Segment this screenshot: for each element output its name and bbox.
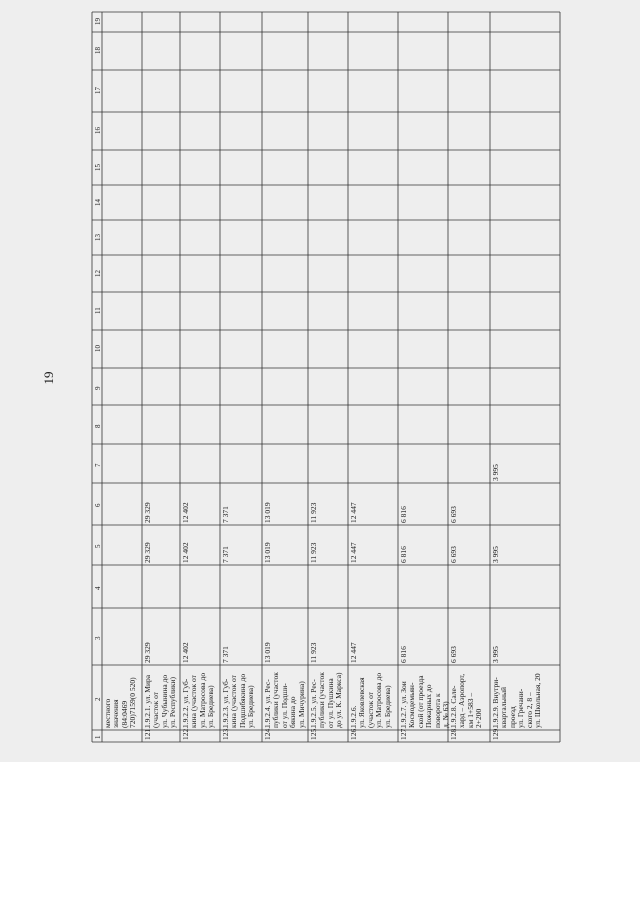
column-header: 5 — [94, 544, 102, 548]
row-name-line: бякина до — [288, 696, 298, 728]
row-name-line: 1.9.2.5. ул. Рес- — [309, 679, 318, 728]
table-cell: 6 816 — [399, 546, 408, 563]
row-name-line: (участок от — [151, 691, 161, 728]
table-cell: 127. — [399, 726, 408, 740]
table-cell: 11 923 — [309, 502, 318, 523]
table-cell: 3 995 — [491, 464, 500, 481]
row-name-line: д. № 63) — [441, 701, 451, 728]
row-name-cell — [492, 673, 542, 728]
table-cell: 7 371 — [221, 546, 230, 563]
column-header: 14 — [94, 198, 102, 206]
row-name-line: 1.9.2.9. Внутри- — [491, 677, 500, 728]
column-header: 13 — [94, 233, 102, 241]
table-cell: 6 816 — [399, 646, 408, 663]
column-header: 2 — [94, 697, 102, 701]
row-name-line: проезд — [507, 706, 517, 728]
table-cell: 6 693 — [449, 646, 458, 663]
column-header: 15 — [94, 163, 102, 171]
row-name-line: хард – Аэропорт, — [457, 673, 467, 728]
row-name-line: ул. Яковлевская — [357, 677, 367, 728]
row-name-line: ул. Матросова до — [374, 672, 384, 728]
row-name-line: публики (участок — [317, 672, 327, 728]
row-name-line: 1.9.2.7. ул. Зои — [399, 681, 408, 728]
table-cell: 29 329 — [143, 642, 152, 663]
row-name-line: кина (участок от — [189, 675, 199, 728]
row-name-line: 1.9.2.6. — [349, 705, 358, 728]
row-name-line: публики (участок — [271, 672, 281, 728]
table-cell: 13 019 — [263, 542, 272, 563]
column-header: 10 — [94, 345, 102, 352]
row-name-line: от ул. Пушкина — [325, 678, 335, 728]
table-cell: 12 447 — [349, 542, 358, 563]
table-cell: 124. — [263, 726, 272, 740]
column-header: 1 — [94, 735, 102, 739]
table-cell: 7 371 — [221, 646, 230, 663]
table-cell: 13 019 — [263, 642, 272, 663]
table-cell: 3 995 — [491, 646, 500, 663]
table-cell: 128. — [449, 726, 458, 740]
table-cell: 122. — [181, 726, 190, 740]
row-name-line: значения — [111, 699, 121, 728]
column-header: 16 — [94, 127, 102, 134]
table-cell: 121. — [143, 726, 152, 740]
table-cell: 11 923 — [309, 542, 318, 563]
table-cell: 129. — [491, 726, 500, 740]
row-name-line: 1.9.2.3. ул. Губ- — [221, 678, 230, 728]
row-name-line: (участок от — [365, 691, 375, 728]
row-name-line: от ул. Подши- — [279, 683, 289, 728]
row-name-line: ул. Мичурина) — [296, 681, 306, 728]
table-cell: 126. — [349, 726, 358, 740]
table-cell: 125. — [309, 726, 318, 740]
row-name-line: ул. Гречани- — [516, 688, 526, 728]
row-name-line: ул. Матросова до — [197, 672, 207, 728]
table-cell: 6 693 — [449, 546, 458, 563]
row-name-cell — [450, 674, 484, 728]
row-name-line: местного — [103, 698, 112, 728]
table-cell: 6 693 — [449, 506, 458, 523]
row-name-line: ской (от проезда — [415, 675, 425, 728]
row-name-line: поворота к — [432, 693, 442, 728]
column-header: 18 — [94, 47, 102, 54]
row-name-cell — [400, 675, 450, 728]
row-name-line: 720)7159(0 520) — [128, 677, 138, 728]
table-cell: 11 923 — [309, 642, 318, 663]
column-header: 9 — [94, 386, 102, 390]
row-name-line: 1.9.2.8. Сале- — [449, 685, 458, 728]
row-name-line: до ул. К. Маркса) — [334, 672, 344, 728]
row-name-line: ул. Республики) — [168, 676, 178, 728]
row-name-line: квартальный — [499, 686, 509, 728]
row-name-line: 1.9.2.2. ул. Губ- — [181, 678, 190, 728]
row-name-line: (84:0469 — [119, 700, 129, 728]
row-name-line: ул. Бредиева) — [206, 685, 216, 728]
table-cell: 29 329 — [143, 542, 152, 563]
column-header: 8 — [94, 424, 102, 428]
table-cell: 12 447 — [349, 642, 358, 663]
row-name-line: ул. Бредиева) — [382, 685, 392, 728]
table-cell: 7 371 — [221, 506, 230, 523]
row-name-cell — [182, 673, 216, 728]
row-name-line: ского 2, 8 – — [524, 692, 534, 728]
column-header: 11 — [94, 307, 102, 314]
column-header: 12 — [94, 269, 102, 277]
row-name-line: Подшибякина до — [237, 673, 247, 728]
row-name-line: Пожарных до — [424, 684, 434, 728]
column-header: 7 — [94, 463, 102, 467]
table-cell: 3 995 — [491, 546, 500, 563]
table-cell: 12 402 — [181, 542, 190, 563]
table-cell: 13 019 — [263, 502, 272, 523]
row-name-line: км 1+583 – — [465, 692, 475, 728]
row-name-cell — [350, 673, 392, 728]
row-name-cell — [222, 674, 256, 728]
row-name-cell — [104, 677, 138, 728]
column-header: 6 — [94, 503, 102, 507]
column-header: 3 — [94, 636, 102, 640]
row-name-line: Космодемьян- — [407, 682, 417, 728]
row-name-cell — [144, 675, 178, 728]
table-cell: 29 329 — [143, 502, 152, 523]
row-name-line: ул. Бредиева) — [246, 685, 256, 728]
row-name-line: 1.9.2.4. ул. Рес- — [263, 679, 272, 728]
row-name-cell — [310, 672, 344, 728]
table-cell: 12 402 — [181, 642, 190, 663]
table-cell: 123. — [221, 726, 230, 740]
row-name-cell — [264, 672, 306, 728]
column-header: 17 — [94, 87, 102, 94]
row-name-line: ул. Школьная, 20 — [533, 673, 543, 728]
column-header: 19 — [94, 18, 102, 25]
table-cell: 12 402 — [181, 502, 190, 523]
row-name-line: 2+200 — [474, 708, 484, 728]
row-name-line: кина (участок от — [229, 675, 239, 728]
table-cell: 6 816 — [399, 506, 408, 523]
page-number: 19 — [41, 371, 56, 385]
table-cell: 12 447 — [349, 502, 358, 523]
column-header: 4 — [94, 586, 102, 590]
row-name-line: ул. Чубынина до — [159, 674, 169, 728]
row-name-line: 1.9.2.1. ул. Мира — [143, 674, 152, 728]
